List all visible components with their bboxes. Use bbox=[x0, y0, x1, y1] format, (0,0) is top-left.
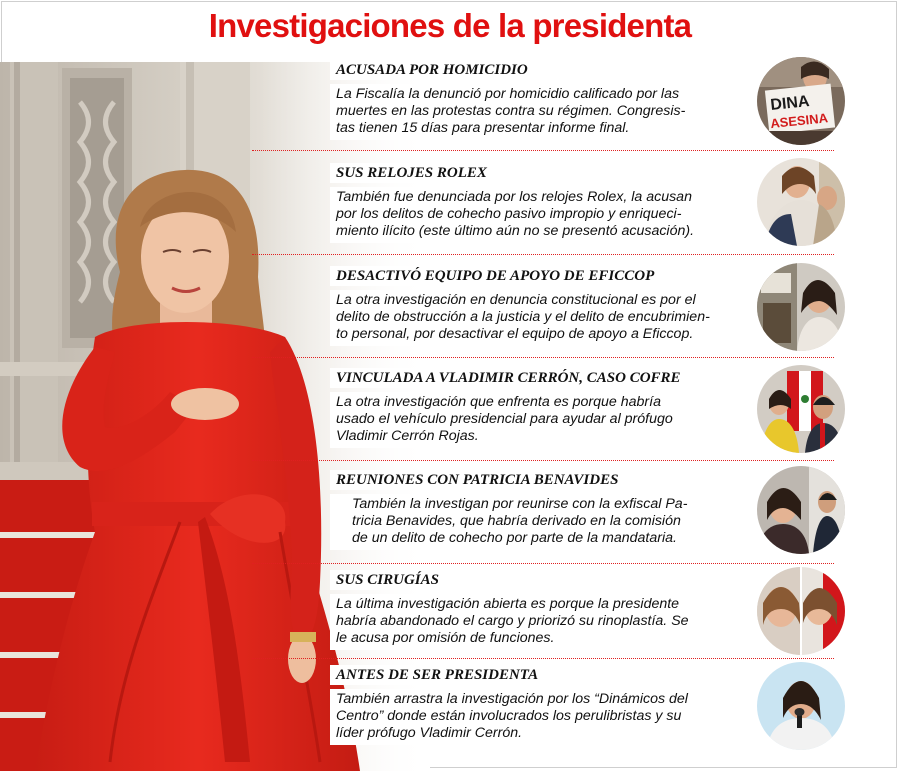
separator-line bbox=[252, 254, 834, 255]
section-acusada-por-homicidio bbox=[330, 60, 760, 140]
section-cirugias bbox=[330, 570, 760, 650]
section-antes-de-ser-presidenta bbox=[330, 665, 760, 745]
section-heading: ANTES DE SER PRESIDENTA bbox=[330, 665, 544, 685]
embrace-illustration bbox=[757, 158, 845, 246]
page-title: Investigaciones de la presidenta bbox=[208, 7, 692, 44]
protest-sign-illustration bbox=[757, 57, 845, 145]
body-line: También arrastra la investigación por los “Dinámicos del bbox=[336, 691, 688, 707]
body-line: por los delitos de cohecho pasivo impropio y enriqueci- bbox=[336, 206, 682, 222]
section-body bbox=[330, 689, 735, 745]
body-line: La otra investigación en denuncia constitucional es por el bbox=[336, 292, 696, 308]
section-body bbox=[330, 290, 735, 346]
sign-text-line: DINA bbox=[769, 93, 811, 115]
section-body bbox=[330, 494, 735, 550]
section-heading: REUNIONES CON PATRICIA BENAVIDES bbox=[330, 470, 624, 490]
body-line: habría abandonado el cargo y priorizó su rinoplastía. Se bbox=[336, 613, 689, 629]
body-line: tas tienen 15 días para presentar informe final. bbox=[336, 120, 630, 136]
section-desactivo-equipo bbox=[330, 266, 760, 346]
section-body bbox=[330, 187, 735, 243]
section-body bbox=[330, 392, 735, 448]
body-line: Vladimir Cerrón Rojas. bbox=[336, 428, 479, 444]
separator-line bbox=[252, 460, 834, 461]
office-photo bbox=[757, 263, 845, 351]
body-line: También fue denunciada por los relojes Rolex, la acusan bbox=[336, 189, 692, 205]
section-heading: DESACTIVÓ EQUIPO DE APOYO DE EFICCOP bbox=[330, 266, 660, 286]
meeting-illustration bbox=[757, 466, 845, 554]
body-line: La Fiscalía la denunció por homicidio calificado por las bbox=[336, 86, 680, 102]
meeting-photo bbox=[757, 466, 845, 554]
body-line: líder prófugo Vladimir Cerrón. bbox=[336, 725, 523, 741]
body-line: También la investigan por reunirse con la exfiscal Pa- bbox=[352, 496, 688, 512]
section-body bbox=[330, 84, 735, 140]
body-line: le acusa por omisión de funciones. bbox=[336, 630, 555, 646]
portrait-comparison-photo bbox=[757, 567, 845, 655]
body-line: tricia Benavides, que habría derivado en la comisión bbox=[352, 513, 681, 529]
protest-sign-photo bbox=[757, 57, 845, 145]
microphone-speech-photo bbox=[757, 662, 845, 750]
body-line: muertes en las protestas contra su régimen. Congresis- bbox=[336, 103, 686, 119]
separator-line bbox=[252, 357, 834, 358]
office-illustration bbox=[757, 263, 845, 351]
body-line: de un delito de cohecho por parte de la mandataria. bbox=[352, 530, 677, 546]
embrace-photo bbox=[757, 158, 845, 246]
separator-line bbox=[252, 563, 834, 564]
flag-ceremony-photo bbox=[757, 365, 845, 453]
body-line: delito de obstrucción a la justicia y el delito de encubrimien- bbox=[336, 309, 710, 325]
section-heading: ACUSADA POR HOMICIDIO bbox=[330, 60, 534, 80]
body-line: to personal, por desactivar el equipo de apoyo a Eficcop. bbox=[336, 326, 694, 342]
body-line: usado el vehículo presidencial para ayudar al prófugo bbox=[336, 411, 673, 427]
separator-line bbox=[252, 150, 834, 151]
portrait-comparison-illustration bbox=[757, 567, 845, 655]
body-line: La última investigación abierta es porque la presidente bbox=[336, 596, 680, 612]
section-relojes-rolex bbox=[330, 163, 760, 243]
flag-ceremony-illustration bbox=[757, 365, 845, 453]
microphone-speech-illustration bbox=[757, 662, 845, 750]
separator-line bbox=[252, 658, 834, 659]
section-reuniones-benavides bbox=[330, 470, 760, 550]
body-line: miento ilícito (este último aún no se presentó acusación). bbox=[336, 223, 695, 239]
body-line: La otra investigación que enfrenta es porque habría bbox=[336, 394, 661, 410]
section-heading: SUS RELOJES ROLEX bbox=[330, 163, 493, 183]
section-heading: VINCULADA A VLADIMIR CERRÓN, CASO COFRE bbox=[330, 368, 687, 388]
section-body bbox=[330, 594, 735, 650]
sign-text-line: ASESINA bbox=[769, 110, 829, 132]
section-heading: SUS CIRUGÍAS bbox=[330, 570, 445, 590]
body-line: Centro” donde están involucrados los perulibristas y su bbox=[336, 708, 682, 724]
section-vinculada-cerron bbox=[330, 368, 760, 448]
